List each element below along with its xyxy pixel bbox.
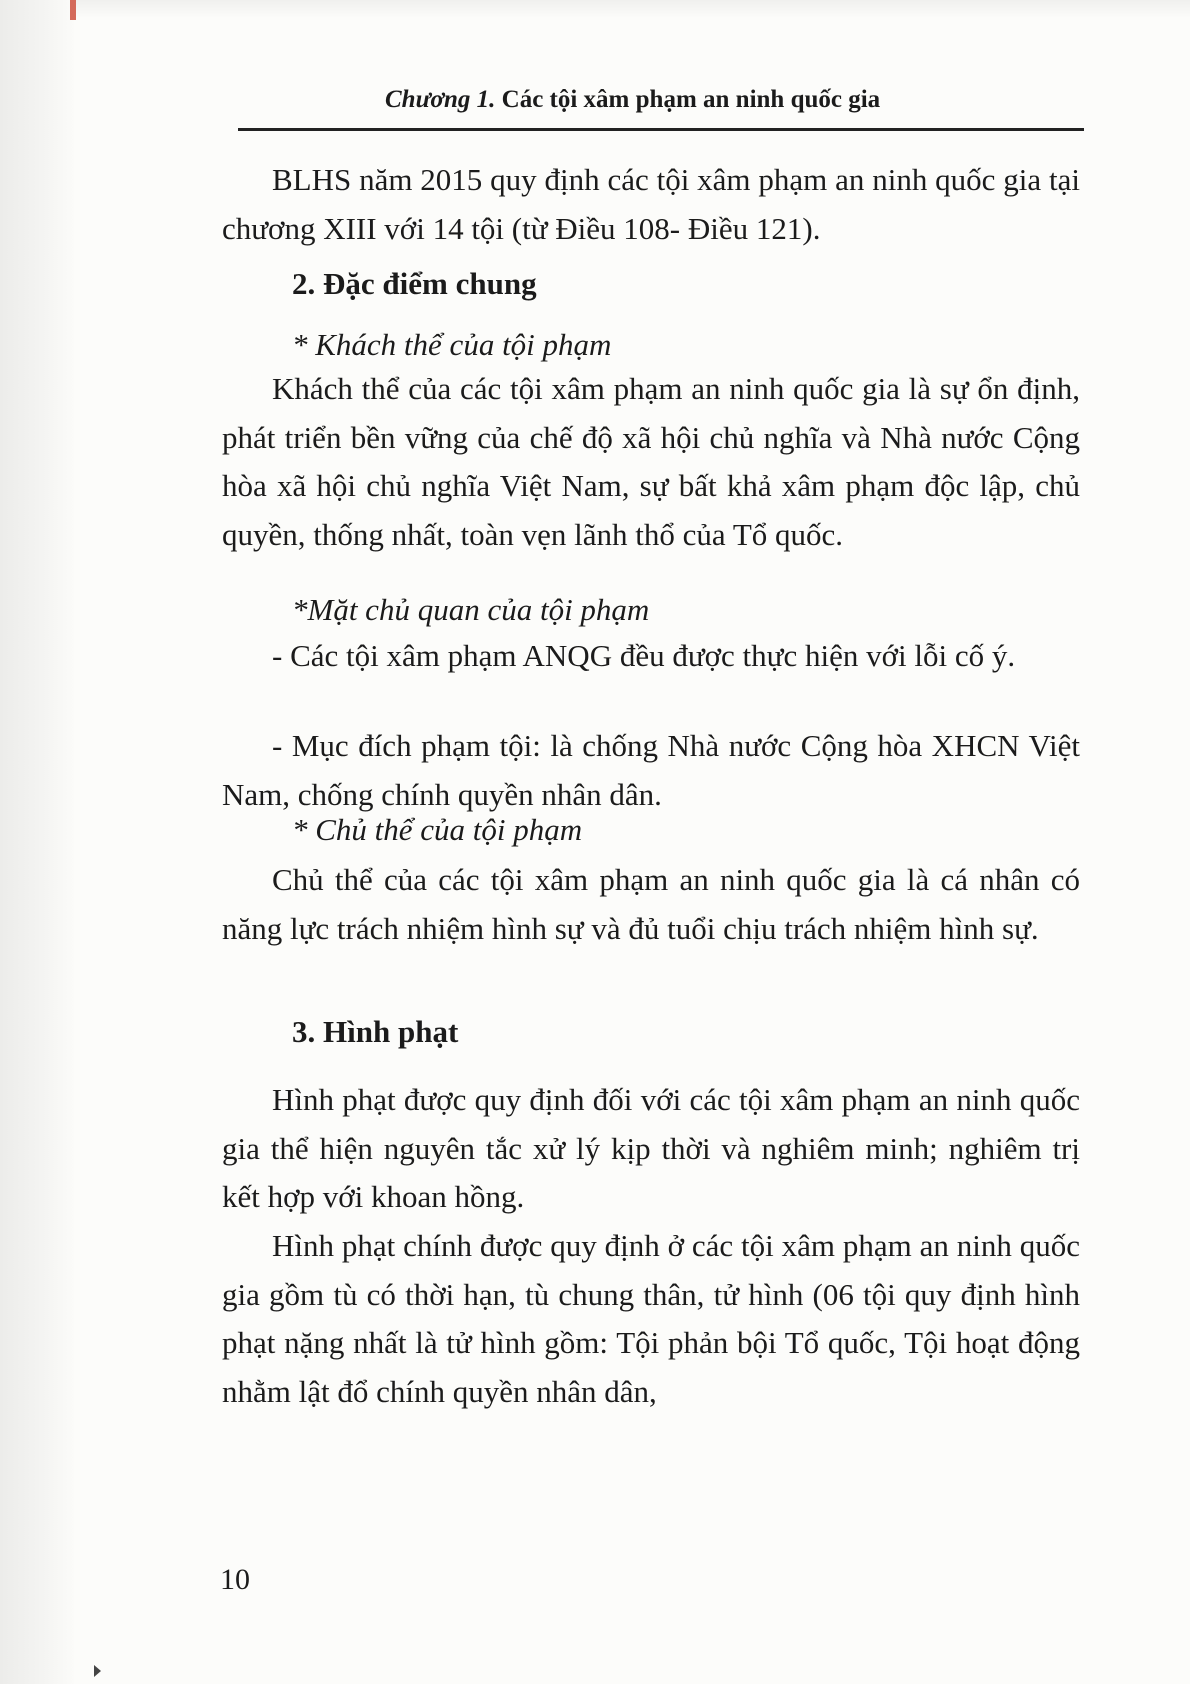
- page-corner-mark: [70, 0, 76, 20]
- chapter-label: Chương 1.: [385, 86, 496, 113]
- subjective-item-2: - Mục đích phạm tội: là chống Nhà nước Cộng hòa XHCN Việt Nam, chống chính quyền nhân dân.: [222, 728, 1080, 812]
- page-number: 10: [220, 1563, 250, 1596]
- subjective-subheading: *Mặt chủ quan của tội phạm: [292, 592, 650, 627]
- chapter-title: Các tội xâm phạm an ninh quốc gia: [501, 86, 881, 113]
- penalty-paragraph-1: Hình phạt được quy định đối với các tội xâm phạm an ninh quốc gia thể hiện nguyên tắc xử lý kịp thời và nghiêm minh; nghiêm trị kết hợp với khoan hồng.: [222, 1082, 1080, 1214]
- page-top-edge: [74, 0, 1190, 18]
- subject-subheading: * Chủ thể của tội phạm: [292, 812, 583, 847]
- object-subheading: * Khách thể của tội phạm: [292, 327, 612, 362]
- penalty-paragraph-2: Hình phạt chính được quy định ở các tội xâm phạm an ninh quốc gia gồm tù có thời hạn, tù chung thân, tử hình (06 tội quy định hình phạt nặng nhất là tử hình gồm: Tội phản bội Tổ quốc, Tội hoạt động nhằm lật đổ chính quyền nhân dân,: [222, 1228, 1080, 1409]
- intro-paragraph: BLHS năm 2015 quy định các tội xâm phạm an ninh quốc gia tại chương XIII với 14 tội (từ Điều 108- Điều 121).: [222, 162, 1080, 246]
- section-3-heading: 3. Hình phạt: [292, 1014, 459, 1049]
- scan-corner-mark: [94, 1665, 101, 1677]
- running-header: [385, 86, 880, 114]
- object-paragraph: Khách thể của các tội xâm phạm an ninh quốc gia là sự ổn định, phát triển bền vững của chế độ xã hội chủ nghĩa và Nhà nước Cộng hòa xã hội chủ nghĩa Việt Nam, sự bất khả xâm phạm độc lập, chủ quyền, thống nhất, toàn vẹn lãnh thổ của Tổ quốc.: [222, 371, 1080, 552]
- subjective-item-1: - Các tội xâm phạm ANQG đều được thực hiện với lỗi cố ý.: [272, 638, 1016, 673]
- header-rule: [238, 128, 1084, 131]
- section-2-heading: 2. Đặc điểm chung: [292, 266, 537, 301]
- subject-paragraph: Chủ thể của các tội xâm phạm an ninh quốc gia là cá nhân có năng lực trách nhiệm hình sự và đủ tuổi chịu trách nhiệm hình sự.: [222, 862, 1080, 946]
- page-gutter-shadow: [0, 0, 74, 1684]
